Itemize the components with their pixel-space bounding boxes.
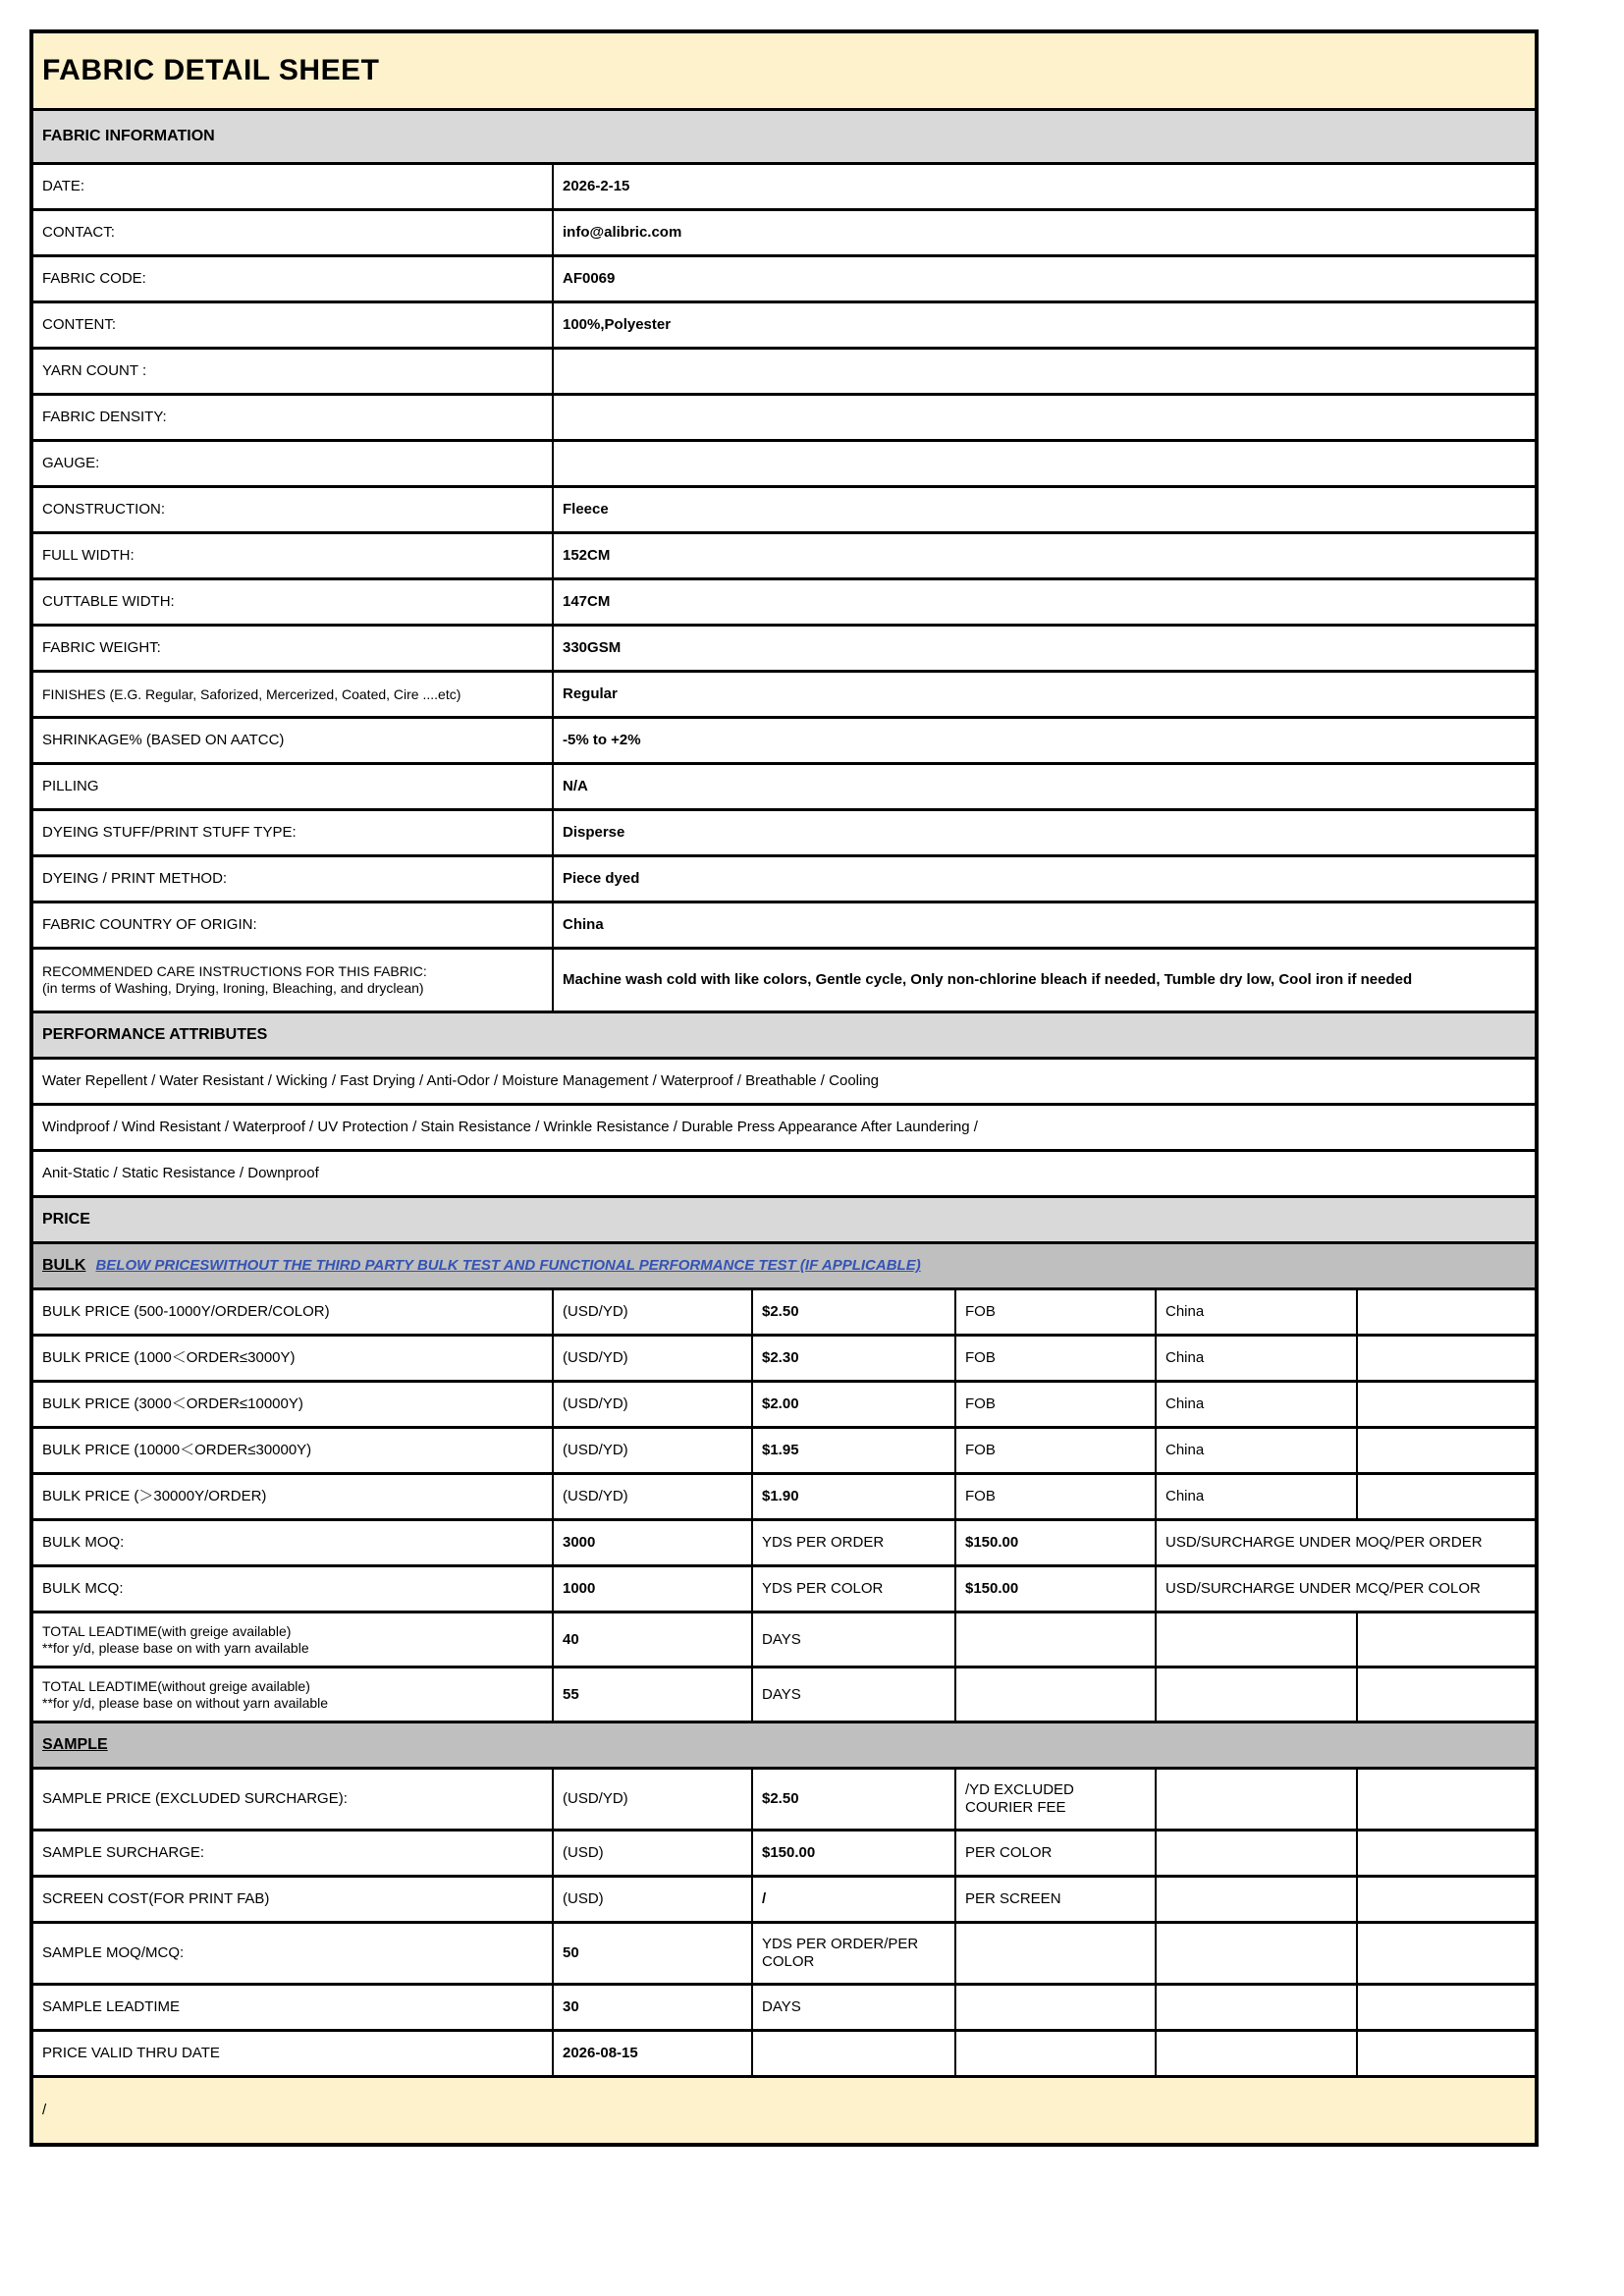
field-value: China	[552, 903, 1535, 947]
row-contact	[33, 208, 1535, 254]
row-yarn-count	[33, 347, 1535, 393]
field-value	[552, 396, 1535, 439]
footer-row	[33, 2075, 1535, 2143]
sample-moq-empty	[954, 1924, 1155, 1983]
row-leadtime-without-greige	[33, 1666, 1535, 1721]
sample-price-label: SAMPLE PRICE (EXCLUDED SURCHARGE):	[42, 1790, 348, 1807]
field-value: Machine wash cold with like colors, Gentle cycle, Only non-chlorine bleach if needed, Tumble dry low, Cool iron if needed	[552, 950, 1535, 1011]
sample-surcharge-value: $150.00	[751, 1831, 954, 1875]
row-sample-price	[33, 1767, 1535, 1829]
field-label: FABRIC COUNTRY OF ORIGIN:	[42, 916, 257, 933]
row-leadtime-with-greige	[33, 1611, 1535, 1666]
row-bulk-mcq	[33, 1564, 1535, 1611]
mcq-note: USD/SURCHARGE UNDER MCQ/PER COLOR	[1155, 1567, 1535, 1611]
section-sample	[33, 1721, 1535, 1767]
bulk-note-link[interactable]: BELOW PRICESWITHOUT THE THIRD PARTY BULK TEST AND FUNCTIONAL PERFORMANCE TEST (IF APPLICABLE)	[95, 1257, 921, 1275]
tier-origin: China	[1155, 1475, 1356, 1518]
sample-leadtime-empty	[1155, 1986, 1356, 2029]
sample-leadtime-label: SAMPLE LEADTIME	[42, 1998, 181, 2015]
row-content	[33, 301, 1535, 347]
sample-surcharge-unit: (USD)	[552, 1831, 751, 1875]
tier-label: BULK PRICE (500-1000Y/ORDER/COLOR)	[42, 1303, 330, 1320]
row-bulk-tier-3	[33, 1380, 1535, 1426]
tier-price: $2.00	[751, 1383, 954, 1426]
valid-thru-label: PRICE VALID THRU DATE	[42, 2045, 220, 2061]
row-dyeing-method	[33, 854, 1535, 901]
tier-origin: China	[1155, 1429, 1356, 1472]
page-title: FABRIC DETAIL SHEET	[42, 54, 380, 86]
leadtime-label-line2: **for y/d, please base on with yarn available	[42, 1639, 309, 1656]
tier-unit: (USD/YD)	[552, 1290, 751, 1334]
sample-leadtime-empty	[954, 1986, 1155, 2029]
row-care-instructions	[33, 947, 1535, 1011]
row-performance-3	[33, 1149, 1535, 1195]
row-date	[33, 162, 1535, 208]
field-value: 330GSM	[552, 627, 1535, 670]
tier-origin: China	[1155, 1383, 1356, 1426]
tier-price: $1.95	[751, 1429, 954, 1472]
row-sample-surcharge	[33, 1829, 1535, 1875]
field-label: CONSTRUCTION:	[42, 501, 165, 518]
field-value: AF0069	[552, 257, 1535, 301]
sample-moq-qty: 50	[552, 1924, 751, 1983]
sample-surcharge-label: SAMPLE SURCHARGE:	[42, 1844, 205, 1861]
screen-cost-empty	[1356, 1878, 1535, 1921]
row-sample-moq	[33, 1921, 1535, 1983]
tier-empty	[1356, 1383, 1535, 1426]
section-bulk	[33, 1241, 1535, 1287]
sample-price-unit: (USD/YD)	[552, 1770, 751, 1829]
field-value: 100%,Polyester	[552, 303, 1535, 347]
field-label: FABRIC WEIGHT:	[42, 639, 161, 656]
section-header-label: PERFORMANCE ATTRIBUTES	[42, 1026, 268, 1044]
tier-unit: (USD/YD)	[552, 1475, 751, 1518]
row-fabric-code	[33, 254, 1535, 301]
sample-price-per: /YD EXCLUDED COURIER FEE	[954, 1770, 1155, 1829]
tier-label: BULK PRICE (＞30000Y/ORDER)	[42, 1488, 267, 1504]
row-bulk-moq	[33, 1518, 1535, 1564]
field-label: FABRIC DENSITY:	[42, 409, 167, 425]
tier-label: BULK PRICE (1000＜ORDER≤3000Y)	[42, 1349, 296, 1366]
field-value: Disperse	[552, 811, 1535, 854]
row-pilling	[33, 762, 1535, 808]
field-label: CONTACT:	[42, 224, 115, 241]
field-value	[552, 350, 1535, 393]
title-row	[33, 33, 1535, 108]
sample-leadtime-empty	[1356, 1986, 1535, 2029]
section-fabric-information	[33, 108, 1535, 162]
tier-term: FOB	[954, 1337, 1155, 1380]
screen-cost-unit: (USD)	[552, 1878, 751, 1921]
moq-note: USD/SURCHARGE UNDER MOQ/PER ORDER	[1155, 1521, 1535, 1564]
sample-moq-empty	[1356, 1924, 1535, 1983]
bulk-header-cell	[33, 1244, 1535, 1287]
moq-label: BULK MOQ:	[42, 1534, 125, 1551]
care-label-line1: RECOMMENDED CARE INSTRUCTIONS FOR THIS FABRIC:	[42, 963, 427, 980]
field-value	[552, 442, 1535, 485]
tier-origin: China	[1155, 1337, 1356, 1380]
field-label: DATE:	[42, 178, 85, 194]
sample-moq-unit: YDS PER ORDER/PER COLOR	[751, 1924, 954, 1983]
tier-term: FOB	[954, 1429, 1155, 1472]
footer-text: /	[42, 2102, 47, 2118]
leadtime-label	[33, 1668, 552, 1721]
tier-empty	[1356, 1290, 1535, 1334]
screen-cost-value: /	[751, 1878, 954, 1921]
screen-cost-empty	[1155, 1878, 1356, 1921]
row-bulk-tier-2	[33, 1334, 1535, 1380]
section-price	[33, 1195, 1535, 1241]
leadtime-empty	[954, 1668, 1155, 1721]
sample-price-empty	[1155, 1770, 1356, 1829]
tier-unit: (USD/YD)	[552, 1429, 751, 1472]
row-sample-leadtime	[33, 1983, 1535, 2029]
screen-cost-per: PER SCREEN	[954, 1878, 1155, 1921]
tier-label: BULK PRICE (3000＜ORDER≤10000Y)	[42, 1395, 303, 1412]
tier-empty	[1356, 1337, 1535, 1380]
field-label: GAUGE:	[42, 455, 100, 471]
sample-moq-label: SAMPLE MOQ/MCQ:	[42, 1944, 185, 1961]
row-bulk-tier-1	[33, 1287, 1535, 1334]
field-value: 147CM	[552, 580, 1535, 624]
valid-thru-empty	[954, 2032, 1155, 2075]
screen-cost-label: SCREEN COST(FOR PRINT FAB)	[42, 1890, 270, 1907]
field-value: Regular	[552, 673, 1535, 716]
mcq-fee: $150.00	[954, 1567, 1155, 1611]
leadtime-empty	[1155, 1668, 1356, 1721]
leadtime-empty	[1356, 1668, 1535, 1721]
moq-fee: $150.00	[954, 1521, 1155, 1564]
leadtime-label-line2: **for y/d, please base on without yarn available	[42, 1694, 329, 1711]
field-value: -5% to +2%	[552, 719, 1535, 762]
field-label: SHRINKAGE% (BASED ON AATCC)	[42, 732, 285, 748]
moq-qty: 3000	[552, 1521, 751, 1564]
sample-surcharge-per: PER COLOR	[954, 1831, 1155, 1875]
mcq-label: BULK MCQ:	[42, 1580, 124, 1597]
tier-price: $1.90	[751, 1475, 954, 1518]
tier-empty	[1356, 1475, 1535, 1518]
row-shrinkage	[33, 716, 1535, 762]
leadtime-empty	[1356, 1613, 1535, 1666]
field-label: CUTTABLE WIDTH:	[42, 593, 175, 610]
field-label: YARN COUNT :	[42, 362, 147, 379]
performance-attributes-text: Windproof / Wind Resistant / Waterproof / UV Protection / Stain Resistance / Wrinkle Resistance / Durable Press Appearance After Laundering /	[42, 1119, 978, 1135]
sample-header-cell	[33, 1723, 1535, 1767]
tier-price: $2.30	[751, 1337, 954, 1380]
row-gauge	[33, 439, 1535, 485]
fabric-detail-sheet	[29, 29, 1539, 2147]
care-label-line2: (in terms of Washing, Drying, Ironing, Bleaching, and dryclean)	[42, 980, 424, 996]
valid-thru-empty	[1356, 2032, 1535, 2075]
row-performance-2	[33, 1103, 1535, 1149]
leadtime-label-line1: TOTAL LEADTIME(without greige available)	[42, 1677, 310, 1694]
sample-leadtime-qty: 30	[552, 1986, 751, 2029]
row-performance-1	[33, 1057, 1535, 1103]
leadtime-days: 40	[552, 1613, 751, 1666]
leadtime-label-line1: TOTAL LEADTIME(with greige available)	[42, 1622, 292, 1639]
valid-thru-empty	[1155, 2032, 1356, 2075]
tier-origin: China	[1155, 1290, 1356, 1334]
field-value: Fleece	[552, 488, 1535, 531]
field-label: FULL WIDTH:	[42, 547, 135, 564]
field-label: FABRIC CODE:	[42, 270, 146, 287]
row-finishes	[33, 670, 1535, 716]
section-header-label: FABRIC INFORMATION	[42, 128, 215, 145]
moq-unit: YDS PER ORDER	[751, 1521, 954, 1564]
leadtime-unit: DAYS	[751, 1668, 954, 1721]
sample-header-label: SAMPLE	[42, 1736, 108, 1754]
leadtime-empty	[1155, 1613, 1356, 1666]
sample-surcharge-empty	[1155, 1831, 1356, 1875]
tier-term: FOB	[954, 1475, 1155, 1518]
tier-term: FOB	[954, 1383, 1155, 1426]
row-fabric-density	[33, 393, 1535, 439]
mcq-qty: 1000	[552, 1567, 751, 1611]
row-full-width	[33, 531, 1535, 577]
row-construction	[33, 485, 1535, 531]
tier-empty	[1356, 1429, 1535, 1472]
row-bulk-tier-5	[33, 1472, 1535, 1518]
section-performance-attributes	[33, 1011, 1535, 1057]
field-value: Piece dyed	[552, 857, 1535, 901]
leadtime-empty	[954, 1613, 1155, 1666]
section-header-label: PRICE	[42, 1211, 90, 1229]
bulk-label: BULK	[42, 1257, 86, 1275]
row-dyeing-stuff	[33, 808, 1535, 854]
leadtime-days: 55	[552, 1668, 751, 1721]
sample-moq-empty	[1155, 1924, 1356, 1983]
field-label: FINISHES (E.G. Regular, Saforized, Mercerized, Coated, Cire ....etc)	[42, 685, 461, 702]
sample-leadtime-unit: DAYS	[751, 1986, 954, 2029]
field-value: 2026-2-15	[552, 165, 1535, 208]
performance-attributes-text: Anit-Static / Static Resistance / Downproof	[42, 1165, 319, 1181]
field-label: DYEING STUFF/PRINT STUFF TYPE:	[42, 824, 297, 841]
tier-price: $2.50	[751, 1290, 954, 1334]
row-bulk-tier-4	[33, 1426, 1535, 1472]
field-value: info@alibric.com	[552, 211, 1535, 254]
row-price-valid-thru	[33, 2029, 1535, 2075]
leadtime-label	[33, 1613, 552, 1666]
sample-price-empty	[1356, 1770, 1535, 1829]
field-label: PILLING	[42, 778, 99, 794]
valid-thru-empty	[751, 2032, 954, 2075]
tier-label: BULK PRICE (10000＜ORDER≤30000Y)	[42, 1442, 312, 1458]
field-value: 152CM	[552, 534, 1535, 577]
tier-unit: (USD/YD)	[552, 1383, 751, 1426]
field-label: CONTENT:	[42, 316, 116, 333]
leadtime-unit: DAYS	[751, 1613, 954, 1666]
sample-surcharge-empty	[1356, 1831, 1535, 1875]
bulk-header-line	[42, 1256, 1526, 1275]
row-fabric-weight	[33, 624, 1535, 670]
field-value: N/A	[552, 765, 1535, 808]
row-country-of-origin	[33, 901, 1535, 947]
mcq-unit: YDS PER COLOR	[751, 1567, 954, 1611]
performance-attributes-text: Water Repellent / Water Resistant / Wicking / Fast Drying / Anti-Odor / Moisture Management / Waterproof / Breathable / Cooling	[42, 1072, 880, 1089]
field-label	[33, 950, 552, 1011]
valid-thru-date: 2026-08-15	[552, 2032, 751, 2075]
field-label: DYEING / PRINT METHOD:	[42, 870, 228, 887]
row-cuttable-width	[33, 577, 1535, 624]
row-screen-cost	[33, 1875, 1535, 1921]
sample-price-value: $2.50	[751, 1770, 954, 1829]
tier-term: FOB	[954, 1290, 1155, 1334]
tier-unit: (USD/YD)	[552, 1337, 751, 1380]
